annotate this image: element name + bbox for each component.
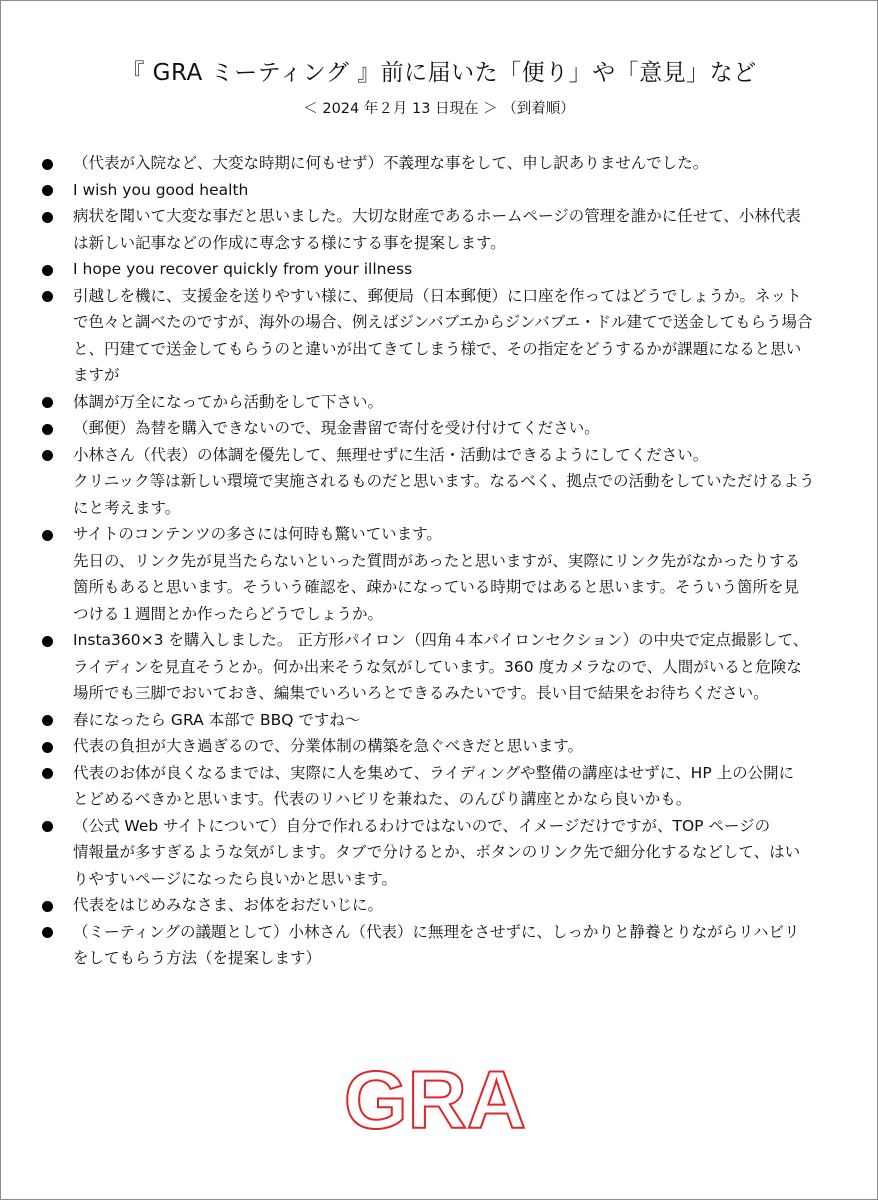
list-item-text: I hope you recover quickly from your illness — [73, 260, 413, 278]
bullet-icon — [42, 450, 53, 461]
list-item — [40, 283, 840, 389]
list-item — [40, 627, 840, 707]
list-item — [40, 177, 840, 204]
bullet-icon — [42, 291, 53, 302]
list-item-text: I wish you good health — [73, 180, 249, 199]
list-item — [40, 813, 840, 893]
list-item-text: （公式 Web サイトについて）自分で作れるわけではないので、イメージだけですが、TOP ページの 情報量が多すぎるような気がします。タブで分けるとか、ボタンのリンク先で細分化するなどして、はい りやすいページになったら良いかと思います。 — [73, 816, 801, 888]
list-item — [40, 919, 840, 972]
list-item-text: 引越しを機に、支援金を送りやすい様に、郵便局（日本郵便）に口座を作ってはどうでしょうか。ネット で色々と調べたのですが、海外の場合、例えばジンバブエからジンバブエ・ドル建てで送金してもらう場合 と、円建てで送金してもらうのと違いが出てきてしまう様で、その指定をどうするかが課題になると思い ますが — [73, 286, 813, 384]
list-item — [40, 760, 840, 813]
bullet-icon — [42, 530, 53, 541]
bullet-icon — [42, 715, 53, 726]
bullet-icon — [42, 397, 53, 408]
list-item — [40, 256, 840, 283]
bullet-icon — [42, 212, 53, 223]
gra-logo-text: GRA — [343, 1058, 527, 1138]
list-item — [40, 415, 840, 442]
list-item-text: 代表のお体が良くなるまでは、実際に人を集めて、ライディングや整備の講座はせずに、HP 上の公開に とどめるべきかと思います。代表のリハビリを兼ねた、のんびり講座とかなら良いかも。 — [73, 763, 795, 808]
list-item — [40, 707, 840, 734]
gra-logo — [335, 1058, 535, 1138]
list-item-text: （代表が入院など、大変な時期に何もせず）不義理な事をして、申し訳ありませんでした。 — [73, 154, 709, 172]
bullet-icon — [42, 768, 53, 779]
list-item-text: 代表の負担が大き過ぎるので、分業体制の構築を急ぐべきだと思います。 — [73, 737, 583, 755]
bullet-icon — [42, 424, 53, 435]
list-item-text: （ミーティングの議題として）小林さん（代表）に無理をさせずに、しっかりと静養とりながらリハビリ をしてもらう方法（を提案します） — [73, 922, 800, 967]
list-item-text: （郵便）為替を購入できないので、現金書留で寄付を受け付けてください。 — [73, 419, 600, 437]
bullet-icon — [42, 821, 53, 832]
list-item-text: 病状を聞いて大変な事だと思いました。大切な財産であるホームページの管理を誰かに任せて、小林代表 は新しい記事などの作成に専念する様にする事を提案します。 — [73, 207, 801, 252]
list-item-text: 体調が万全になってから活動をして下さい。 — [73, 392, 384, 411]
bullet-icon — [42, 159, 53, 170]
list-item-text: 小林さん（代表）の体調を優先して、無理せずに生活・活動はできるようにしてください。 クリニック等は新しい環境で実施されるものだと思います。なるべく、拠点での活動をしていただけるよう にと考えます。 — [73, 445, 815, 517]
list-item-text: サイトのコンテンツの多さには何時も驚いています。 先日の、リンク先が見当たらないといった質問があったと思いますが、実際にリンク先がなかったりする 箇所もあると思います。そういう確認を、疎かになっている時期ではあると思います。そういう箇所を見 つける１週間とか作ったらどうでしょうか。 — [73, 525, 801, 623]
document-subtitle: ＜ 2024 年２月 13 日現在 ＞ （到着順） — [303, 101, 575, 117]
list-item — [40, 389, 840, 416]
list-item — [40, 150, 840, 177]
list-item-text: 代表をはじめみなさま、お体をおだいじに。 — [73, 896, 384, 914]
list-item-text: 春になったら GRA 本部で BBQ ですね～ — [73, 710, 361, 729]
bullet-icon — [42, 265, 53, 276]
list-item — [40, 892, 840, 919]
list-item-text: Insta360×3 を購入しました。 正方形パイロン（四角４本パイロンセクション）の中央で定点撮影して、 ライディンを見直そうとか。何か出来そうな気がしています。360 度カメラなので、人間がいると危険な 場所でも三脚でおいておき、編集でいろいろとできるみたいです。長い目で結果をお待ちください。 — [73, 631, 809, 702]
opinion-list — [40, 150, 840, 972]
list-item — [40, 442, 840, 522]
bullet-icon — [42, 927, 53, 938]
document-title: 『 GRA ミーティング 』前に届いた「便り」や「意見」など — [121, 60, 757, 86]
list-item — [40, 733, 840, 760]
list-item — [40, 203, 840, 256]
bullet-icon — [42, 185, 53, 196]
list-item — [40, 521, 840, 627]
bullet-icon — [42, 742, 53, 753]
bullet-icon — [42, 636, 53, 647]
bullet-icon — [42, 901, 53, 912]
